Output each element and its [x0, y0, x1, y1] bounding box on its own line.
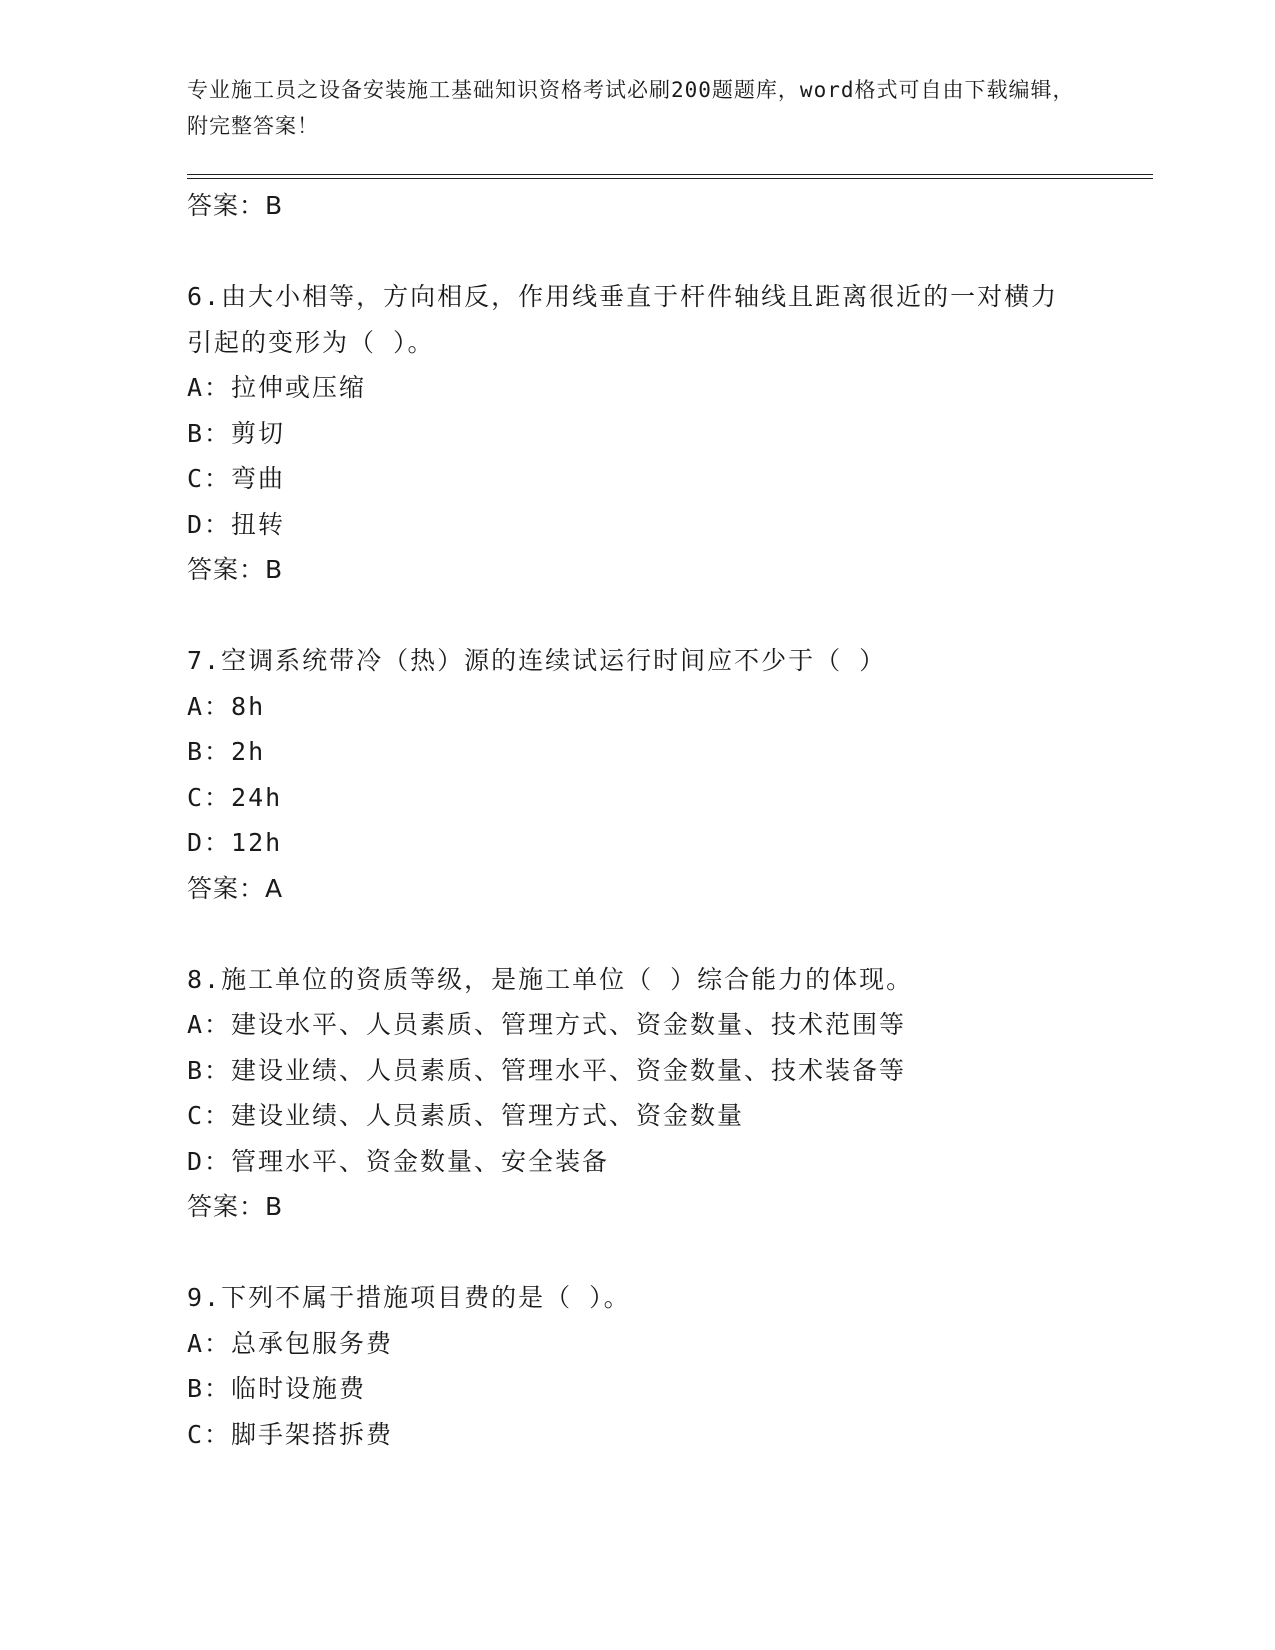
- option-a: A：8h: [187, 691, 266, 721]
- answer-line: 答案：B: [187, 191, 284, 220]
- option-b: B：临时设施费: [187, 1374, 367, 1403]
- option-c: C：弯曲: [187, 464, 286, 493]
- document-header: 专业施工员之设备安装施工基础知识资格考试必刷200题题库，word格式可自由下载编辑，附完整答案！: [187, 78, 1075, 138]
- question-stem: 8.施工单位的资质等级，是施工单位（ ）综合能力的体现。: [187, 964, 914, 994]
- answer-line: 答案：A: [187, 873, 284, 903]
- option-a: A：建设水平、人员素质、管理方式、资金数量、技术范围等: [187, 1010, 907, 1039]
- option-d: D：管理水平、资金数量、安全装备: [187, 1146, 610, 1176]
- option-c: C：建设业绩、人员素质、管理方式、资金数量: [187, 1101, 745, 1130]
- option-b: B：剪切: [187, 418, 286, 448]
- question-stem: 9.下列不属于措施项目费的是（ ）。: [187, 1283, 631, 1312]
- answer-line: 答案：B: [187, 1192, 284, 1221]
- option-c: C：24h: [187, 782, 283, 812]
- header-divider: [187, 174, 1153, 179]
- option-d: D：扭转: [187, 509, 286, 539]
- question-block: [187, 1275, 1157, 1457]
- option-b: B：建设业绩、人员素质、管理水平、资金数量、技术装备等: [187, 1055, 907, 1085]
- option-b: B：2h: [187, 737, 266, 766]
- option-a: A：总承包服务费: [187, 1328, 394, 1358]
- question-stem: 7.空调系统带冷（热）源的连续试运行时间应不少于（ ）: [187, 646, 887, 675]
- question-block: [187, 638, 1157, 911]
- option-d: D：12h: [187, 828, 283, 857]
- question-block: [187, 274, 1157, 593]
- option-c: C：脚手架搭拆费: [187, 1419, 394, 1449]
- option-a: A：拉伸或压缩: [187, 373, 367, 402]
- answer-line: 答案：B: [187, 555, 284, 584]
- document-page: [187, 72, 1157, 1457]
- question-block: [187, 957, 1157, 1230]
- question-stem: 6.由大小相等，方向相反，作用线垂直于杆件轴线且距离很近的一对横力引起的变形为（ ）。: [187, 282, 1059, 357]
